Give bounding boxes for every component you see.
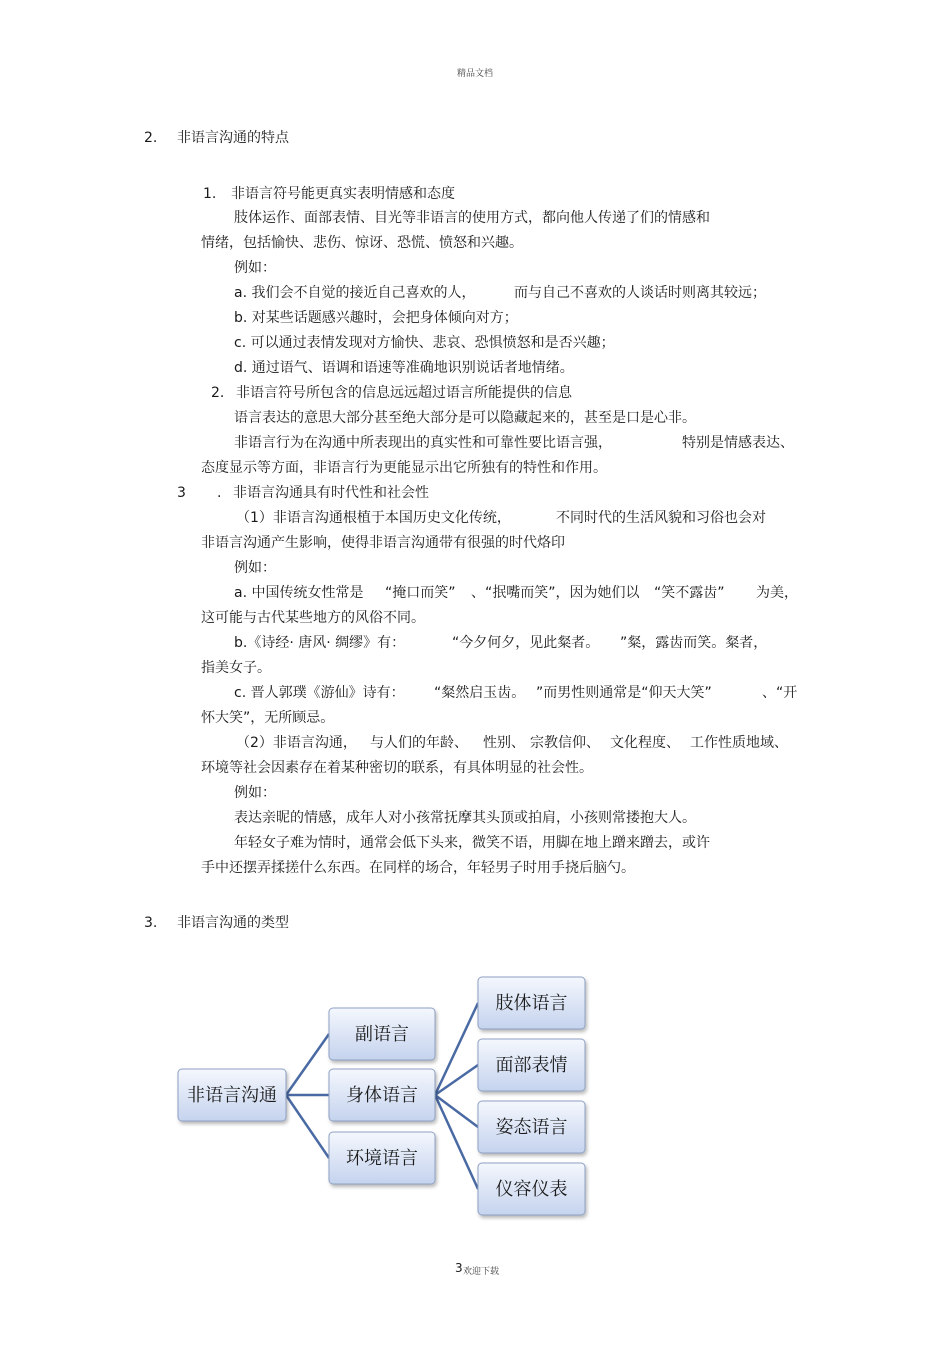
diagram-node-level2-3 (478, 1163, 585, 1215)
point-2-line-3: 态度显示等方面，非语言行为更能显示出它所独有的特性和作用。 (201, 460, 607, 476)
example-c-text-3: 、“开 (762, 685, 798, 701)
point-3-sub2-c: 性别、 (483, 735, 525, 751)
point-3-sub2-e: 文化程度、 (610, 735, 680, 751)
diagram-node-level2-3-label: 仪容仪表 (495, 1179, 568, 1200)
point-3-title: 非语言沟通具有时代性和社会性 (233, 485, 429, 501)
example-b-quote: “今夕何夕，见此粲者。 (452, 635, 600, 651)
point-3-sub1-line2: 非语言沟通产生影响，使得非语言沟通带有很强的时代烙印 (201, 535, 565, 551)
diagram-node-root (178, 1069, 286, 1121)
example-c-quote: “粲然启玉齿。 (434, 685, 526, 701)
section-3-number: 3. (144, 915, 158, 931)
point-3-example-line-3: 手中还摆弄揉搓什么东西。在同样的场合，年轻男子时用手挠后脑勺。 (201, 860, 635, 876)
diagram-node-level1-2 (329, 1132, 435, 1184)
point-3-sub2-f: 工作性质地域、 (690, 735, 788, 751)
point-3-example-label-2: 例如： (234, 785, 276, 801)
point-3-dot: . (217, 485, 222, 501)
diagram-node-level2-2 (478, 1101, 585, 1153)
page-header: 精品文档 (457, 69, 494, 79)
diagram-node-level2-0 (478, 977, 585, 1029)
example-a-line2: 这可能与古代某些地方的风俗不同。 (201, 610, 425, 626)
connector-body-to-level2-3 (435, 1095, 478, 1189)
page-footer: 欢迎下载 (463, 1267, 500, 1277)
example-a-quote-2: “笑不露齿” (654, 585, 725, 601)
point-2-title: 非语言符号所包含的信息远远超过语言所能提供的信息 (236, 385, 572, 401)
point-1-title: 非语言符号能更真实表明情感和态度 (231, 186, 455, 202)
diagram-node-level2-1-label: 面部表情 (495, 1055, 568, 1076)
point-2-number: 2. (211, 385, 225, 401)
connector-root-to-level1-0 (286, 1034, 329, 1095)
example-c-line2: 怀大笑”，无所顾忌。 (201, 710, 335, 726)
point-2-line-2-part2: 特别是情感表达、 (682, 435, 794, 451)
diagram-node-level2-0-label: 肢体语言 (495, 993, 568, 1014)
example-a-quote-1: “掩口而笑” (385, 585, 456, 601)
diagram-node-level1-0 (329, 1008, 435, 1060)
connector-root-to-level1-2 (286, 1095, 329, 1158)
point-1-example-d: d. 通过语气、语调和语速等准确地识别说话者地情绪。 (234, 360, 574, 376)
point-1-example-label: 例如： (234, 260, 276, 276)
page-number: 3 (455, 1261, 463, 1275)
point-3-sub2-b: 与人们的年龄、 (370, 735, 468, 751)
point-1-example-a-part2: 而与自己不喜欢的人谈话时则离其较远； (514, 285, 766, 301)
diagram-nodes (178, 977, 585, 1215)
diagram-node-level2-1 (478, 1039, 585, 1091)
point-1-line-2: 情绪，包括愉快、悲伤、惊讶、恐慌、愤怒和兴趣。 (201, 235, 523, 251)
section-2-number: 2. (144, 130, 158, 146)
point-2-line-1: 语言表达的意思大部分甚至绝大部分是可以隐藏起来的，甚至是口是心非。 (234, 410, 696, 426)
section-2-title: 非语言沟通的特点 (177, 130, 289, 146)
point-3-sub2-a: （2）非语言沟通， (236, 735, 357, 751)
diagram-node-root-label: 非语言沟通 (187, 1085, 277, 1106)
point-3-sub1-part1: （1）非语言沟通根植于本国历史文化传统， (236, 510, 511, 526)
point-3-number: 3 (177, 485, 186, 501)
example-b-line2: 指美女子。 (201, 660, 271, 676)
point-3-example-line-1: 表达亲昵的情感，成年人对小孩常抚摩其头顶或拍肩，小孩则常搂抱大人。 (234, 810, 696, 826)
example-a-text-2: 、“抿嘴而笑”，因为她们以 (471, 585, 640, 601)
point-3-sub1-part2: 不同时代的生活风貌和习俗也会对 (556, 510, 766, 526)
diagram-node-level1-1-label: 身体语言 (346, 1085, 418, 1106)
example-c-text-2: ”而男性则通常是“仰天大笑” (536, 685, 712, 701)
point-1-example-c: c. 可以通过表情发现对方愉快、悲哀、恐惧愤怒和是否兴趣； (234, 335, 615, 351)
point-3-example-line-2: 年轻女子难为情时，通常会低下头来，微笑不语，用脚在地上蹭来蹭去，或许 (234, 835, 710, 851)
diagram-node-level1-2-label: 环境语言 (346, 1148, 418, 1169)
example-c-text-1: c. 晋人郭璞《游仙》诗有： (234, 685, 405, 701)
point-1-example-b: b. 对某些话题感兴趣时，会把身体倾向对方； (234, 310, 518, 326)
point-1-number: 1. (203, 186, 217, 202)
diagram-node-level1-1 (329, 1069, 435, 1121)
example-b-text-1: b.《诗经· 唐风· 绸缪》有： (234, 635, 406, 651)
section-3-title: 非语言沟通的类型 (177, 915, 289, 931)
point-3-example-label-1: 例如： (234, 560, 276, 576)
point-2-line-2-part1: 非语言行为在沟通中所表现出的真实性和可靠性要比语言强， (234, 435, 612, 451)
example-a-text-1: a. 中国传统女性常是 (234, 585, 364, 601)
point-3-sub2-d: 宗教信仰、 (530, 735, 600, 751)
example-a-text-3: 为美， (756, 585, 798, 601)
point-1-line-1: 肢体运作、面部表情、目光等非语言的使用方式，都向他人传递了们的情感和 (234, 210, 710, 226)
example-b-text-2: ”粲，露齿而笑。粲者， (620, 635, 768, 651)
point-3-sub2-line2: 环境等社会因素存在着某种密切的联系，有具体明显的社会性。 (201, 760, 593, 776)
diagram-node-level2-2-label: 姿态语言 (495, 1117, 568, 1138)
point-1-example-a-part1: a. 我们会不自觉的接近自己喜欢的人， (234, 285, 476, 301)
diagram-node-level1-0-label: 副语言 (355, 1024, 409, 1045)
